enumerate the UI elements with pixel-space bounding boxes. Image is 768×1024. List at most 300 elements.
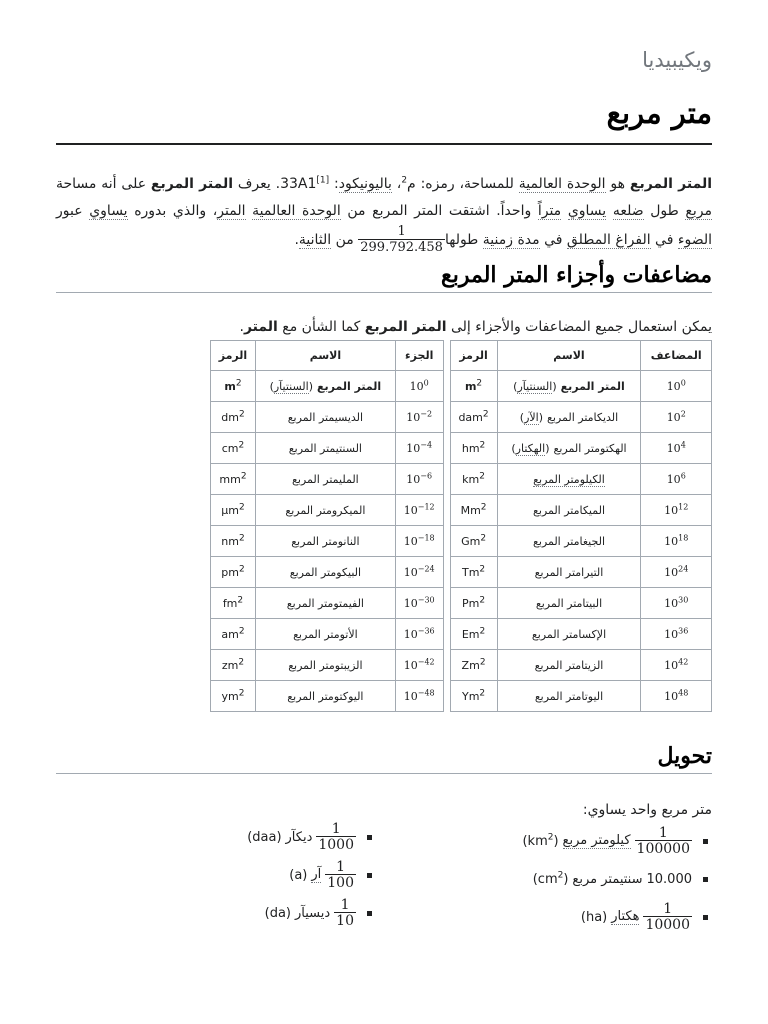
fraction-denominator: 10 [336, 913, 354, 929]
conversion-intro: متر مربع واحد يساوي: [582, 802, 712, 818]
unit-name: الجيغامتر المربع [532, 534, 605, 548]
unit-symbol-base: m [464, 379, 477, 393]
multiple-value [641, 495, 712, 526]
unit-symbol-exponent: 2 [237, 594, 244, 605]
unit-symbol-close: ) [563, 871, 569, 887]
power-exponent: −42 [417, 656, 435, 666]
multiple-value [641, 619, 712, 650]
unit-name: الميكرومتر المربع [285, 503, 366, 517]
fraction [325, 860, 356, 890]
text: كما الشأن مع [277, 319, 365, 335]
fraction-numerator: 1 [663, 901, 673, 917]
unit-name: البيكومتر المربع [289, 565, 362, 579]
column-gap [443, 464, 450, 495]
conversion-list-right [462, 822, 712, 936]
multiples-paragraph [56, 314, 712, 341]
conversion-unit-symbol [247, 830, 281, 845]
column-gap [443, 402, 450, 433]
conversion-factor: 10.000 [646, 871, 692, 887]
unit-symbol-base: Mm [460, 503, 481, 517]
text [561, 203, 568, 219]
text: . [239, 319, 244, 335]
multiple-name [497, 557, 641, 588]
submultiple-symbol [211, 619, 256, 650]
fraction-numerator: 1 [658, 825, 668, 841]
link-unicode[interactable]: باليونيكود [338, 176, 392, 192]
text: طول [643, 203, 686, 219]
table-row [211, 371, 712, 402]
submultiple-value [395, 681, 443, 712]
paren-open: ( [538, 410, 544, 424]
table-row [211, 402, 712, 433]
fraction [643, 902, 692, 932]
unit-symbol-exponent: 2 [479, 439, 486, 450]
table-row [211, 464, 712, 495]
unit-symbol-base: hm [461, 441, 480, 455]
text: للمساحة، رمزه: م [407, 176, 519, 192]
text [606, 203, 613, 219]
conversion-unit-name: ديسيآر [295, 905, 331, 921]
power-exponent: −2 [420, 408, 433, 418]
table-row [211, 650, 712, 681]
unit-symbol-exponent: 2 [238, 501, 245, 512]
submultiple-name [255, 402, 395, 433]
power-base: 10 [664, 534, 679, 548]
text: : 33A1 [280, 176, 339, 192]
multiple-value [641, 433, 712, 464]
fraction-numerator: 1 [397, 224, 406, 239]
list-item [196, 856, 376, 894]
unit-alt-name-link[interactable]: الهكتار [515, 441, 546, 455]
unit-name: المتر المربع [560, 379, 625, 393]
submultiple-symbol [211, 371, 256, 402]
column-gap [443, 681, 450, 712]
submultiple-symbol [211, 433, 256, 464]
table-row [211, 619, 712, 650]
multiple-name [497, 588, 641, 619]
fraction-denominator: 1000 [318, 837, 354, 853]
unit-name: الديسيمتر المربع [287, 410, 364, 424]
fraction [358, 225, 445, 255]
submultiple-name [255, 526, 395, 557]
column-gap [443, 650, 450, 681]
power-base: 10 [664, 689, 679, 703]
conversion-unit-symbol [533, 872, 569, 887]
conversion-unit-name: سنتيمتر مربع [572, 871, 643, 887]
power-exponent: 18 [678, 532, 689, 542]
lead-term: المتر المربع [629, 176, 713, 192]
power-exponent: −18 [417, 532, 435, 542]
unit-alt-name-link[interactable]: السنتيآر [273, 379, 309, 393]
power-base: 10 [406, 410, 421, 424]
link-equals-2[interactable]: يساوي [89, 203, 128, 219]
unit-symbol-exponent: 2 [479, 625, 486, 636]
section-heading-conversion: تحويل [56, 743, 712, 774]
unit-name: اليوتامتر المربع [534, 689, 604, 703]
conversion-unit-name[interactable]: آر [311, 867, 322, 882]
multiple-symbol [450, 650, 497, 681]
fraction-numerator: 1 [336, 859, 346, 875]
submultiple-name [255, 619, 395, 650]
multiple-name [497, 650, 641, 681]
site-name[interactable]: ويكيبيديا [642, 48, 712, 72]
multiple-symbol [450, 681, 497, 712]
power-base: 10 [403, 503, 418, 517]
unit-symbol-text: (ha) [580, 909, 608, 925]
link-metre-2[interactable]: المتر [217, 203, 246, 219]
unit-symbol-text: (km [522, 833, 548, 849]
power-exponent: 42 [678, 656, 689, 666]
link-metre[interactable]: متراً [537, 203, 562, 219]
text: . يعرف [233, 176, 281, 192]
paren-close: ) [269, 379, 274, 393]
multiple-symbol [450, 433, 497, 464]
unit-symbol-base: Em [461, 627, 480, 641]
header-multiple: المضاعف [641, 341, 712, 371]
power-base: 10 [664, 565, 679, 579]
column-gap [443, 619, 450, 650]
unit-symbol-exponent: 2 [238, 625, 245, 636]
submultiple-symbol [211, 402, 256, 433]
multiple-symbol [450, 402, 497, 433]
paren-open: ( [552, 379, 557, 393]
unit-symbol-exponent: 2 [238, 439, 245, 450]
unit-symbol-exponent: 2 [238, 532, 245, 543]
fraction-numerator: 1 [331, 821, 341, 837]
bold-term: المتر المربع [150, 176, 234, 192]
multiple-name [497, 371, 641, 402]
unit-name: السنتيمتر المربع [288, 441, 362, 455]
text: يمكن استعمال جميع المضاعفات والأجزاء إلى [446, 319, 712, 335]
power-base: 10 [403, 689, 418, 703]
multiple-value [641, 681, 712, 712]
unit-name: الأتومتر المربع [293, 627, 358, 641]
conversion-unit-symbol [581, 910, 607, 925]
power-exponent: −6 [420, 470, 433, 480]
multiple-name [497, 526, 641, 557]
link-light[interactable]: الضوء [677, 232, 712, 248]
paren-close: ) [513, 379, 518, 393]
unit-symbol-base: mm [219, 472, 241, 486]
text: طولها [444, 232, 483, 248]
conversion-unit-symbol [522, 834, 558, 849]
power-base: 10 [664, 627, 679, 641]
fraction-denominator: 10000 [645, 917, 690, 933]
fraction-denominator: 100000 [636, 841, 690, 857]
submultiple-value [395, 495, 443, 526]
submultiple-symbol [211, 588, 256, 619]
power-exponent: 36 [678, 625, 689, 635]
submultiple-name [255, 557, 395, 588]
submultiple-value [395, 650, 443, 681]
unit-symbol-text: (daa) [247, 829, 282, 845]
unit-symbol-base: ym [221, 689, 239, 703]
unit-symbol-exponent: 2 [547, 832, 554, 843]
unit-symbol-exponent: 2 [238, 408, 245, 419]
unit-alt-name-link[interactable]: السنتيآر [517, 379, 553, 393]
submultiple-value [395, 433, 443, 464]
table-row [211, 433, 712, 464]
submultiple-value [395, 402, 443, 433]
multiple-name [497, 464, 641, 495]
header-symbol-2: الرمز [211, 341, 256, 371]
text: في [539, 232, 567, 248]
paren-open: ( [545, 441, 550, 455]
text: عبور [56, 203, 90, 219]
column-gap [443, 557, 450, 588]
conversion-list-left [196, 818, 376, 932]
unit-name: الزيبتومتر المربع [288, 658, 363, 672]
power-exponent: −4 [420, 439, 433, 449]
text: ، والذي بدوره [127, 203, 218, 219]
multiple-value [641, 557, 712, 588]
table-header-row [211, 341, 712, 371]
bold-term: المتر [243, 319, 278, 335]
power-base: 10 [664, 503, 679, 517]
submultiple-value [395, 371, 443, 402]
unit-name: المتر المربع [317, 379, 382, 393]
multiple-symbol [450, 371, 497, 402]
power-exponent: 0 [423, 377, 429, 387]
fraction-denominator: 100 [327, 875, 354, 891]
unit-symbol-base: fm [222, 596, 238, 610]
power-base: 10 [666, 441, 681, 455]
power-base: 10 [666, 379, 681, 393]
power-base: 10 [409, 379, 424, 393]
unit-name: الميكامتر المربع [532, 503, 606, 517]
unit-symbol-base: Zm [461, 658, 480, 672]
text: في [650, 232, 678, 248]
header-name-2: الاسم [255, 341, 395, 371]
unit-symbol-exponent: 2 [240, 470, 247, 481]
fraction-denominator: 299.792.458 [360, 240, 443, 255]
unit-name: المليمتر المربع [292, 472, 359, 486]
unit-symbol-exponent: 2 [482, 408, 489, 419]
unit-symbol-base: dm [221, 410, 239, 424]
power-base: 10 [666, 472, 681, 486]
unit-name: الهكتومتر المربع [553, 441, 627, 455]
power-base: 10 [666, 410, 681, 424]
multiple-name [497, 619, 641, 650]
multiple-symbol [450, 526, 497, 557]
units-table-body [211, 371, 712, 712]
power-exponent: −36 [417, 625, 435, 635]
title-divider [56, 143, 712, 145]
submultiple-symbol [211, 557, 256, 588]
power-exponent: 6 [680, 470, 686, 480]
section-heading-multiples: مضاعفات وأجزاء المتر المربع [56, 262, 712, 293]
submultiple-symbol [211, 495, 256, 526]
unit-symbol-text: (a) [289, 867, 308, 883]
unit-symbol-base: nm [221, 534, 239, 548]
unit-symbol-exponent: 2 [479, 687, 486, 698]
text: . [294, 232, 299, 248]
submultiple-name [255, 464, 395, 495]
unit-symbol-exponent: 2 [238, 656, 245, 667]
multiple-name [497, 402, 641, 433]
list-item [462, 822, 712, 860]
paren-close: ) [519, 410, 525, 424]
page-title: متر مربع [606, 96, 712, 130]
unit-symbol-exponent: 2 [479, 656, 486, 667]
conversion-unit-symbol [289, 868, 307, 883]
bold-term: المتر المربع [364, 319, 447, 335]
link-second[interactable]: الثانية [298, 232, 332, 248]
unit-symbol-exponent: 2 [479, 594, 486, 605]
unit-name: الزيتامتر المربع [534, 658, 604, 672]
unit-symbol-exponent: 2 [479, 563, 486, 574]
unit-name: التيرامتر المربع [534, 565, 604, 579]
multiple-value [641, 402, 712, 433]
list-item [196, 894, 376, 932]
link-duration[interactable]: مدة زمنية [482, 232, 540, 248]
column-gap [443, 588, 450, 619]
text: واحداً. اشتقت المتر المربع من [340, 203, 538, 219]
unit-symbol-base: m [224, 379, 236, 393]
column-gap [443, 433, 450, 464]
unit-name[interactable]: الكيلومتر المربع [533, 472, 605, 486]
power-exponent: −12 [417, 501, 435, 511]
multiple-symbol [450, 557, 497, 588]
unit-name: النانومتر المربع [291, 534, 360, 548]
header-symbol: الرمز [450, 341, 497, 371]
conversion-unit-symbol [265, 906, 291, 921]
submultiple-symbol [211, 464, 256, 495]
power-base: 10 [403, 627, 418, 641]
unit-symbol-exponent: 2 [476, 377, 483, 388]
submultiple-name [255, 588, 395, 619]
power-base: 10 [403, 565, 418, 579]
submultiple-name [255, 433, 395, 464]
submultiple-value [395, 557, 443, 588]
conversion-unit-name: ديكآر [285, 829, 313, 845]
column-gap [443, 371, 450, 402]
fraction-numerator: 1 [340, 897, 350, 913]
power-base: 10 [406, 441, 421, 455]
multiple-value [641, 588, 712, 619]
link-si-unit[interactable]: الوحدة العالمية [518, 176, 606, 192]
multiple-name [497, 681, 641, 712]
power-exponent: 4 [680, 439, 686, 449]
unit-symbol-exponent: 2 [480, 532, 487, 543]
multiple-name [497, 495, 641, 526]
table-row [211, 526, 712, 557]
multiple-value [641, 526, 712, 557]
column-gap [443, 341, 450, 371]
multiple-symbol [450, 464, 497, 495]
text: هو [605, 176, 630, 192]
power-exponent: −48 [417, 687, 435, 697]
paren-close: ) [511, 441, 516, 455]
submultiple-symbol [211, 526, 256, 557]
submultiple-name [255, 371, 395, 402]
unit-name: الديكامتر المربع [547, 410, 619, 424]
submultiple-symbol [211, 681, 256, 712]
unit-symbol-exponent: 2 [238, 563, 245, 574]
link-equals[interactable]: يساوي [567, 203, 607, 219]
submultiple-value [395, 619, 443, 650]
conversion-unit-name[interactable]: كيلومتر مربع [562, 833, 631, 848]
text: من [331, 232, 359, 248]
list-item [196, 818, 376, 856]
power-exponent: 2 [680, 408, 686, 418]
power-base: 10 [403, 534, 418, 548]
unit-name: الفيمتومتر المربع [286, 596, 364, 610]
unit-symbol-base: Pm [462, 596, 480, 610]
unit-symbol-exponent: 2 [235, 377, 242, 388]
unit-name: الإكسامتر المربع [531, 627, 607, 641]
multiple-value [641, 464, 712, 495]
table-row [211, 557, 712, 588]
table-row [211, 588, 712, 619]
fraction [334, 898, 356, 928]
fraction [635, 826, 692, 856]
power-base: 10 [403, 596, 418, 610]
column-gap [443, 495, 450, 526]
link-si-unit-2[interactable]: الوحدة العالمية [252, 203, 341, 219]
power-base: 10 [664, 658, 679, 672]
power-exponent: 48 [678, 687, 689, 697]
link-side[interactable]: ضلعه [612, 203, 644, 219]
unit-symbol-text: (da) [264, 905, 291, 921]
intro-paragraph [56, 171, 712, 255]
unit-symbol-base: Tm [461, 565, 480, 579]
text: على أنه مساحة [56, 176, 151, 192]
submultiple-name [255, 681, 395, 712]
header-name: الاسم [497, 341, 641, 371]
list-item [462, 860, 712, 898]
superscript: 2 [401, 175, 408, 186]
power-exponent: −24 [417, 563, 435, 573]
submultiple-value [395, 588, 443, 619]
submultiple-name [255, 650, 395, 681]
submultiple-symbol [211, 650, 256, 681]
unit-symbol-base: dam [458, 410, 483, 424]
multiple-symbol [450, 619, 497, 650]
unit-symbol-base: pm [221, 565, 239, 579]
submultiple-name [255, 495, 395, 526]
fraction [316, 822, 356, 852]
unit-symbol-exponent: 2 [480, 501, 487, 512]
unit-name: اليوكتومتر المربع [287, 689, 364, 703]
units-table [210, 340, 712, 712]
table-row [211, 495, 712, 526]
reference-link[interactable]: [1] [316, 175, 330, 186]
table-row [211, 681, 712, 712]
power-exponent: 30 [678, 594, 689, 604]
header-submultiple: الجزء [395, 341, 443, 371]
unit-symbol-base: zm [221, 658, 239, 672]
paren-open: ( [308, 379, 313, 393]
unit-symbol-base: cm [221, 441, 239, 455]
unit-symbol-base: Ym [461, 689, 480, 703]
unit-alt-name-link[interactable]: الآر [524, 410, 539, 424]
unit-symbol-exponent: 2 [238, 687, 245, 698]
conversion-unit-name[interactable]: هكتار [611, 909, 640, 924]
power-exponent: 0 [680, 377, 686, 387]
power-base: 10 [403, 658, 418, 672]
multiple-value [641, 371, 712, 402]
submultiple-value [395, 464, 443, 495]
submultiple-value [395, 526, 443, 557]
multiple-value [641, 650, 712, 681]
link-square[interactable]: مربع [685, 203, 712, 219]
column-gap [443, 526, 450, 557]
unit-symbol-base: µm [221, 503, 239, 517]
link-vacuum[interactable]: الفراغ المطلق [566, 232, 651, 248]
list-item [462, 898, 712, 936]
unit-symbol-base: km [462, 472, 480, 486]
